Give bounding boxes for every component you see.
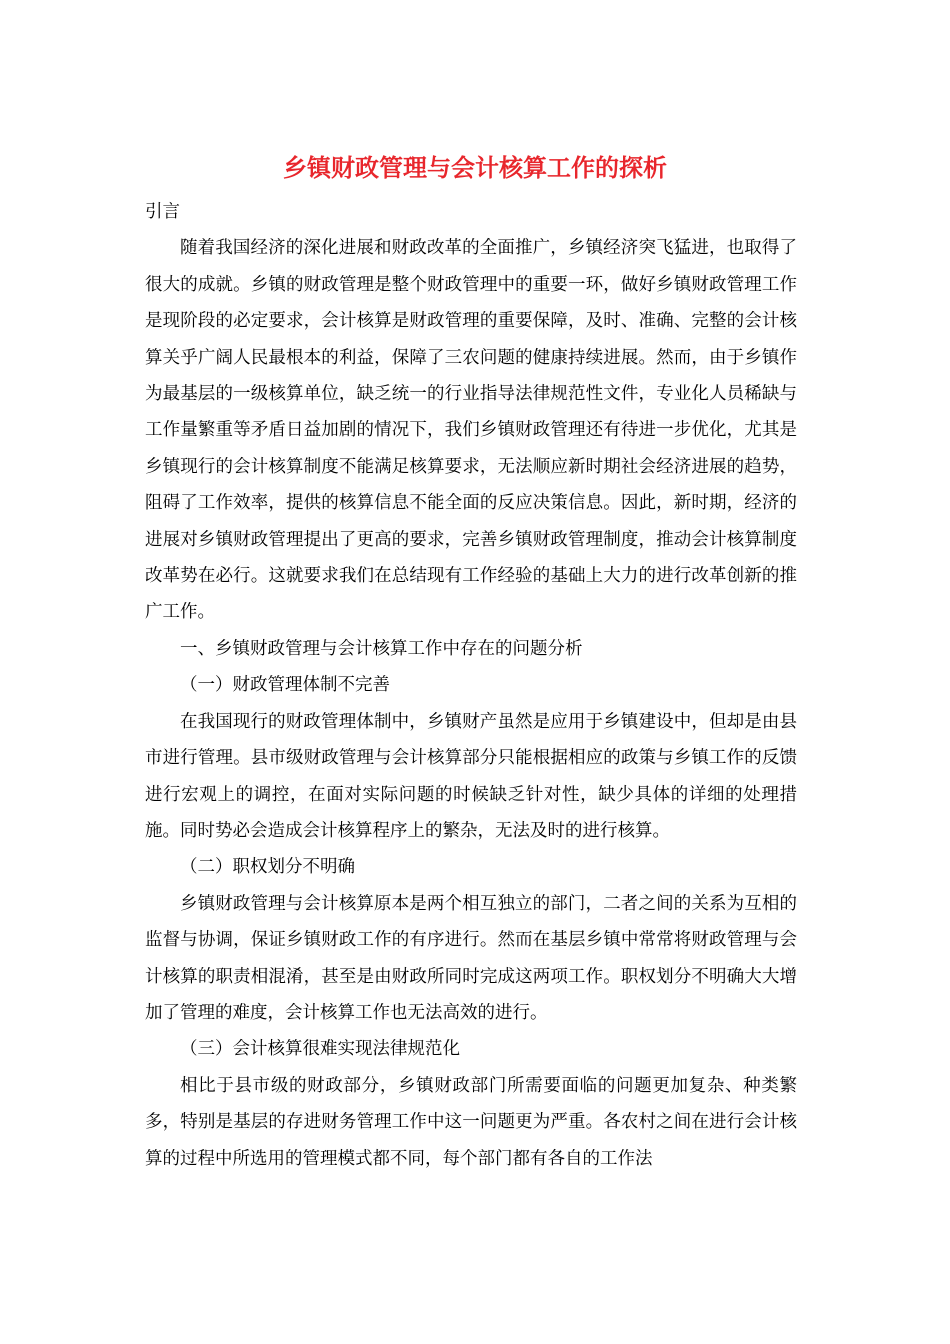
intro-label: 引言 [145,202,180,222]
subsection-heading-1: （一）财政管理体制不完善 [180,675,390,696]
subsection-heading-2: （二）职权划分不明确 [180,857,355,878]
document-title: 乡镇财政管理与会计核算工作的探析 [283,153,667,182]
subsection-paragraph-3: 相比于县市级的财政部分，乡镇财政部门所需要面临的问题更加复杂、种类繁多，特别是基层的存进财务管理工作中这一问题更为严重。各农村之间在进行会计核算的过程中所选用的管理模式都不同，每个部门都有各自的工作法 [145,1075,797,1169]
subsection-heading-3: （三）会计核算很难实现法律规范化 [180,1039,460,1060]
intro-paragraph: 随着我国经济的深化进展和财政改革的全面推广，乡镇经济突飞猛进，也取得了很大的成就。乡镇的财政管理是整个财政管理中的重要一环，做好乡镇财政管理工作是现阶段的必定要求，会计核算是财政管理的重要保障，及时、准确、完整的会计核算关乎广阔人民最根本的利益，保障了三农问题的健康持续进展。然而，由于乡镇作为最基层的一级核算单位，缺乏统一的行业指导法律规范性文件，专业化人员稀缺与工作量繁重等矛盾日益加剧的情况下，我们乡镇财政管理还有待进一步优化，尤其是乡镇现行的会计核算制度不能满足核算要求，无法顺应新时期社会经济进展的趋势，阻碍了工作效率，提供的核算信息不能全面的反应决策信息。因此，新时期，经济的进展对乡镇财政管理提出了更高的要求，完善乡镇财政管理制度，推动会计核算制度改革势在必行。这就要求我们在总结现有工作经验的基础上大力的进行改革创新的推广工作。 [145,238,797,623]
section-heading-1: 一、乡镇财政管理与会计核算工作中存在的问题分析 [180,638,583,659]
subsection-paragraph-1: 在我国现行的财政管理体制中，乡镇财产虽然是应用于乡镇建设中，但却是由县市进行管理。县市级财政管理与会计核算部分只能根据相应的政策与乡镇工作的反馈进行宏观上的调控，在面对实际问题的时候缺乏针对性，缺少具体的详细的处理措施。同时势必会造成会计核算程序上的繁杂，无法及时的进行核算。 [145,711,797,841]
subsection-paragraph-2: 乡镇财政管理与会计核算原本是两个相互独立的部门，二者之间的关系为互相的监督与协调，保证乡镇财政工作的有序进行。然而在基层乡镇中常常将财政管理与会计核算的职责相混淆，甚至是由财政所同时完成这两项工作。职权划分不明确大大增加了管理的难度，会计核算工作也无法高效的进行。 [145,893,797,1023]
document-body [145,194,797,1177]
